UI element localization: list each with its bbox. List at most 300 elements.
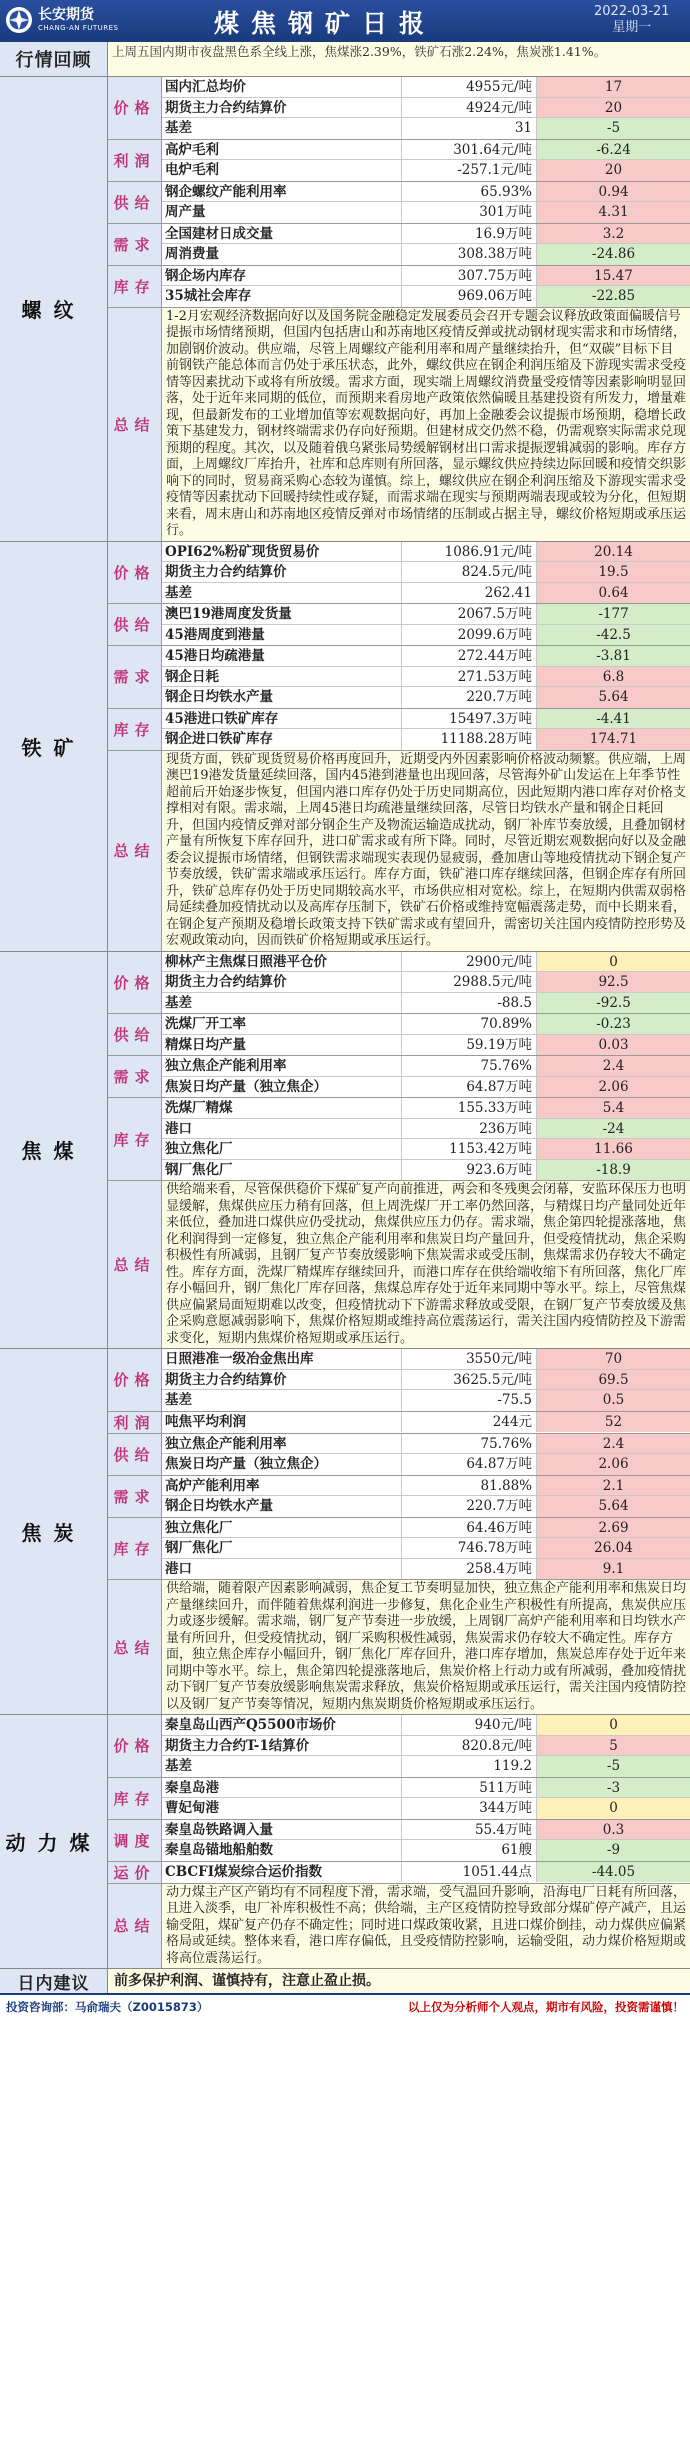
- commodity-block: [0, 1715, 690, 1969]
- analyst-info: 投资咨询部：马俞瑞夫（Z0015873）: [6, 2000, 209, 2014]
- indicator-name: 曹妃甸港: [162, 1798, 402, 1819]
- summary-label: 总结: [108, 1181, 162, 1348]
- indicator-value: 940元/吨: [402, 1715, 537, 1735]
- indicator-row: [162, 687, 690, 708]
- indicator-change: 0: [537, 1715, 690, 1735]
- indicator-change: 5: [537, 1736, 690, 1756]
- indicator-value: 1153.42万吨: [402, 1139, 537, 1159]
- indicator-value: 64.46万吨: [402, 1518, 537, 1538]
- indicator-name: 45港周度到港量: [162, 625, 402, 646]
- commodity-sections: [0, 77, 690, 1969]
- commodity-name: 动力煤: [0, 1715, 108, 1968]
- indicator-change: -5: [537, 118, 690, 139]
- indicator-change: 2.69: [537, 1518, 690, 1538]
- indicator-value: 1051.44点: [402, 1862, 537, 1883]
- indicator-row: [162, 1736, 690, 1757]
- indicator-row: [162, 118, 690, 139]
- indicator-value: -75.5: [402, 1390, 537, 1411]
- commodity-content: [108, 952, 690, 1349]
- indicator-value: 3550元/吨: [402, 1349, 537, 1369]
- indicator-group-label: 运价: [108, 1862, 162, 1883]
- indicator-change: 0: [537, 952, 690, 972]
- indicator-group-label: 库存: [108, 266, 162, 307]
- indicator-change: 20: [537, 98, 690, 118]
- indicator-group-label: 库存: [108, 1098, 162, 1180]
- indicator-group-label: 利润: [108, 140, 162, 181]
- indicator-group-label: 供给: [108, 604, 162, 645]
- indicator-value: 4955元/吨: [402, 77, 537, 97]
- indicator-name: 钢企进口铁矿库存: [162, 729, 402, 750]
- report-header: [0, 0, 690, 40]
- indicator-row: [162, 562, 690, 583]
- indicator-value: 70.89%: [402, 1014, 537, 1034]
- indicator-change: 5.4: [537, 1098, 690, 1118]
- indicator-value: 236万吨: [402, 1119, 537, 1139]
- indicator-name: 秦皇岛港: [162, 1778, 402, 1798]
- indicator-group-label: 价格: [108, 1715, 162, 1777]
- indicator-rows: [162, 646, 690, 708]
- commodity-name: 焦炭: [0, 1349, 108, 1714]
- indicator-row: [162, 266, 690, 287]
- indicator-row: [162, 1538, 690, 1559]
- indicator-name: 高炉产能利用率: [162, 1476, 402, 1496]
- indicator-group: [108, 1715, 690, 1778]
- indicator-name: 洗煤厂精煤: [162, 1098, 402, 1118]
- intraday-advice: [0, 1969, 690, 1995]
- indicator-row: [162, 1370, 690, 1391]
- indicator-value: 65.93%: [402, 182, 537, 202]
- indicator-group: [108, 646, 690, 709]
- indicator-rows: [162, 1434, 690, 1475]
- indicator-change: 5.64: [537, 1496, 690, 1517]
- indicator-group-label: 库存: [108, 709, 162, 750]
- indicator-value: 81.88%: [402, 1476, 537, 1496]
- indicator-group-label: 需求: [108, 646, 162, 708]
- indicator-name: 日照港准一级冶金焦出库: [162, 1349, 402, 1369]
- indicator-row: [162, 1390, 690, 1411]
- indicator-group-label: 利润: [108, 1412, 162, 1433]
- indicator-change: 9.1: [537, 1559, 690, 1580]
- indicator-name: 钢厂焦化厂: [162, 1160, 402, 1181]
- indicator-group: [108, 1098, 690, 1181]
- indicator-name: 电炉毛利: [162, 160, 402, 181]
- indicator-name: 钢厂焦化厂: [162, 1538, 402, 1558]
- indicator-rows: [162, 1518, 690, 1580]
- indicator-name: 基差: [162, 583, 402, 604]
- indicator-value: 75.76%: [402, 1056, 537, 1076]
- indicator-row: [162, 1559, 690, 1580]
- indicator-group-label: 库存: [108, 1778, 162, 1819]
- indicator-name: CBCFI煤炭综合运价指数: [162, 1862, 402, 1883]
- indicator-rows: [162, 952, 690, 1014]
- indicator-name: 洗煤厂开工率: [162, 1014, 402, 1034]
- indicator-value: 2099.6万吨: [402, 625, 537, 646]
- indicator-group: [108, 140, 690, 182]
- indicator-rows: [162, 1098, 690, 1180]
- indicator-change: 2.06: [537, 1077, 690, 1098]
- indicator-value: 3625.5元/吨: [402, 1370, 537, 1390]
- indicator-name: 焦炭日均产量（独立焦企）: [162, 1454, 402, 1475]
- indicator-group: [108, 77, 690, 140]
- commodity-name: 螺纹: [0, 77, 108, 541]
- indicator-name: 周产量: [162, 202, 402, 223]
- indicator-row: [162, 583, 690, 604]
- summary-block: [108, 1181, 690, 1348]
- indicator-change: 5.64: [537, 687, 690, 708]
- indicator-rows: [162, 224, 690, 265]
- indicator-name: 周消费量: [162, 244, 402, 265]
- company-logo: [4, 3, 122, 37]
- indicator-change: 20.14: [537, 542, 690, 562]
- indicator-value: 2067.5万吨: [402, 604, 537, 624]
- indicator-row: [162, 202, 690, 223]
- indicator-value: 220.7万吨: [402, 687, 537, 708]
- indicator-value: 31: [402, 118, 537, 139]
- indicator-name: 期货主力合约结算价: [162, 972, 402, 992]
- indicator-name: 期货主力合约结算价: [162, 1370, 402, 1390]
- indicator-row: [162, 646, 690, 667]
- indicator-name: 期货主力合约结算价: [162, 562, 402, 582]
- indicator-group: [108, 1412, 690, 1434]
- indicator-change: 69.5: [537, 1370, 690, 1390]
- indicator-row: [162, 1454, 690, 1475]
- indicator-name: 钢企日耗: [162, 667, 402, 687]
- indicator-group: [108, 1434, 690, 1476]
- summary-block: [108, 308, 690, 541]
- risk-disclaimer: 以上仅为分析师个人观点，期市有风险，投资需谨慎！: [408, 2000, 684, 2014]
- indicator-group: [108, 1014, 690, 1056]
- indicator-row: [162, 993, 690, 1014]
- indicator-row: [162, 286, 690, 307]
- indicator-change: 3.2: [537, 224, 690, 244]
- indicator-group-label: 价格: [108, 952, 162, 1014]
- indicator-row: [162, 1077, 690, 1098]
- indicator-row: [162, 98, 690, 119]
- indicator-rows: [162, 1349, 690, 1411]
- indicator-value: 746.78万吨: [402, 1538, 537, 1558]
- indicator-value: 969.06万吨: [402, 286, 537, 307]
- indicator-change: -9: [537, 1840, 690, 1861]
- indicator-rows: [162, 604, 690, 645]
- commodity-name: 焦煤: [0, 952, 108, 1349]
- indicator-value: 220.7万吨: [402, 1496, 537, 1517]
- indicator-change: 26.04: [537, 1538, 690, 1558]
- indicator-row: [162, 1014, 690, 1035]
- indicator-group: [108, 266, 690, 308]
- indicator-row: [162, 140, 690, 161]
- indicator-name: 基差: [162, 1390, 402, 1411]
- indicator-row: [162, 1119, 690, 1140]
- indicator-group-label: 价格: [108, 542, 162, 604]
- indicator-rows: [162, 1056, 690, 1097]
- indicator-change: 0.94: [537, 182, 690, 202]
- indicator-group-label: 价格: [108, 1349, 162, 1411]
- indicator-rows: [162, 1862, 690, 1883]
- indicator-change: -4.41: [537, 709, 690, 729]
- indicator-group: [108, 709, 690, 751]
- indicator-rows: [162, 1412, 690, 1433]
- indicator-group: [108, 1778, 690, 1820]
- indicator-change: -92.5: [537, 993, 690, 1014]
- intraday-advice-label: 日内建议: [0, 1969, 108, 1993]
- indicator-name: 独立焦企产能利用率: [162, 1434, 402, 1454]
- indicator-name: 吨焦平均利润: [162, 1412, 402, 1433]
- indicator-row: [162, 1160, 690, 1181]
- indicator-row: [162, 542, 690, 563]
- indicator-row: [162, 604, 690, 625]
- indicator-value: -88.5: [402, 993, 537, 1014]
- indicator-change: -177: [537, 604, 690, 624]
- commodity-content: [108, 77, 690, 541]
- indicator-change: -24.86: [537, 244, 690, 265]
- indicator-row: [162, 1434, 690, 1455]
- indicator-name: 港口: [162, 1119, 402, 1139]
- indicator-name: 基差: [162, 993, 402, 1014]
- indicator-rows: [162, 1476, 690, 1517]
- indicator-value: 64.87万吨: [402, 1077, 537, 1098]
- commodity-block: [0, 77, 690, 542]
- indicator-rows: [162, 709, 690, 750]
- indicator-value: 258.4万吨: [402, 1559, 537, 1580]
- report-date-box: [594, 4, 670, 36]
- indicator-name: 柳林产主焦煤日照港平仓价: [162, 952, 402, 972]
- indicator-row: [162, 1349, 690, 1370]
- logo-mark-icon: [4, 5, 34, 35]
- indicator-change: 11.66: [537, 1139, 690, 1159]
- indicator-name: 高炉毛利: [162, 140, 402, 160]
- indicator-name: 精煤日均产量: [162, 1035, 402, 1056]
- report-weekday: 星期一: [612, 20, 652, 35]
- indicator-row: [162, 667, 690, 688]
- indicator-group: [108, 182, 690, 224]
- indicator-group: [108, 1476, 690, 1518]
- indicator-row: [162, 709, 690, 730]
- indicator-row: [162, 1056, 690, 1077]
- summary-text: 现货方面，铁矿现货贸易价格再度回升，近期受内外因素影响价格波动频繁。供应端，上周澳巴19港发货量延续回落，国内45港到港量也出现回落，尽管海外矿山发运在上年季节性超前后开始逐步恢复，但国内港口库存仍处于历史同期高位，因此短期内港口库存对价格支撑相对有限。需求端，上周45港日均疏港量继续回落，尽管日均铁水产量和钢企日耗回升，但国内疫情反弹对部分钢企生产及物流运输造成扰动，钢厂补库节奏放缓，且叠加钢材产量有所恢复下库存回升，进口矿需求或有所下降。同时，尽管近期宏观数据向好以及金融委会议提振市场情绪，但钢铁需求端现实表现仍显疲弱，叠加唐山等地疫情扰动下钢企复产节奏放缓，铁矿需求端或承压运行。库存方面，铁矿港口库存继续回落，但钢企库存有所回升，铁矿总库存仍处于历史同期较高水平，市场供应相对宽松。综上，在短期内供需双弱格局延续叠加疫情扰动以及高库存压制下，铁矿石价格或维持宽幅震荡走势，而中长期来看，在钢企复产预期及稳增长政策支持下铁矿需求或有望回升，需密切关注国内疫情防控形势及宏观政策动向，因而铁矿价格短期或承压运行。: [162, 751, 690, 951]
- indicator-group-label: 需求: [108, 224, 162, 265]
- indicator-group-label: 需求: [108, 1476, 162, 1517]
- indicator-rows: [162, 266, 690, 307]
- indicator-rows: [162, 1820, 690, 1861]
- indicator-value: 155.33万吨: [402, 1098, 537, 1118]
- intraday-advice-text: 前多保护利润、谨慎持有，注意止盈止损。: [108, 1969, 690, 1993]
- commodity-content: [108, 542, 690, 951]
- indicator-group: [108, 952, 690, 1015]
- summary-label: 总结: [108, 308, 162, 541]
- indicator-name: 国内汇总均价: [162, 77, 402, 97]
- indicator-group: [108, 1518, 690, 1581]
- indicator-change: -42.5: [537, 625, 690, 646]
- indicator-name: 独立焦化厂: [162, 1139, 402, 1159]
- indicator-change: 0.5: [537, 1390, 690, 1411]
- indicator-row: [162, 1862, 690, 1883]
- indicator-group: [108, 542, 690, 605]
- indicator-change: 20: [537, 160, 690, 181]
- indicator-change: -24: [537, 1119, 690, 1139]
- commodity-name: 铁矿: [0, 542, 108, 951]
- indicator-row: [162, 244, 690, 265]
- indicator-value: 2988.5元/吨: [402, 972, 537, 992]
- indicator-rows: [162, 182, 690, 223]
- indicator-change: -0.23: [537, 1014, 690, 1034]
- indicator-value: 271.53万吨: [402, 667, 537, 687]
- summary-label: 总结: [108, 751, 162, 951]
- indicator-change: 0.03: [537, 1035, 690, 1056]
- indicator-row: [162, 952, 690, 973]
- commodity-content: [108, 1349, 690, 1714]
- summary-text: 1-2月宏观经济数据向好以及国务院金融稳定发展委员会召开专题会议释放政策面偏暖信号提振市场情绪预期，但国内包括唐山和苏南地区疫情反弹或扰动钢材现实需求和市场情绪，加剧钢价波动。供应端，尽管上周螺纹产能利用率和周产量继续抬升，但“双碳”目标下目前钢铁产能总体而言仍处于承压状态，此外，螺纹供应在钢企利润压缩及下游现实需求受疫情等因素扰动下或将有所放缓。需求方面，现实端上周螺纹消费量受疫情等因素影响明显回落，处于近年来同期的低位，而预期来看房地产政策依然偏暖且基建投资有所发力，增量难现，但最新发布的工业增加值等宏观数据向好，再加上金融委会议提振市场预期，稳增长政策下基建发力，钢材终端需求仍存向好预期。但建材成交仍然不稳，仍需观察实际需求兑现预期的程度。其次，以及随着俄乌紧张局势缓解钢材出口需求提振逻辑减弱的影响。库存方面，上周螺纹厂库抬升，社库和总库则有所回落，显示螺纹供应持续边际回暖和疫情交织影响下的同时，贸易商采购心态较为谨慎。综上，螺纹供应在钢企利润压缩及下游现实需求受疫情等因素扰动下回暖持续性或存疑，而需求端在现实与预期两端表现或较为分化，但短期来看，周末唐山和苏南地区疫情反弹对市场情绪的压制或占据主导，螺纹价格短期或承压运行。: [162, 308, 690, 541]
- indicator-group: [108, 224, 690, 266]
- indicator-row: [162, 1139, 690, 1160]
- report-date: 2022-03-21: [594, 4, 670, 19]
- indicator-value: 511万吨: [402, 1778, 537, 1798]
- indicator-group: [108, 1056, 690, 1098]
- indicator-name: OPI62%粉矿现货贸易价: [162, 542, 402, 562]
- indicator-name: 全国建材日成交量: [162, 224, 402, 244]
- report-title: 煤焦钢矿日报: [214, 9, 437, 38]
- indicator-row: [162, 729, 690, 750]
- indicator-name: 港口: [162, 1559, 402, 1580]
- indicator-name: 澳巴19港周度发货量: [162, 604, 402, 624]
- summary-label: 总结: [108, 1580, 162, 1714]
- report-footer: [0, 1995, 690, 2019]
- indicator-name: 独立焦企产能利用率: [162, 1056, 402, 1076]
- indicator-value: 64.87万吨: [402, 1454, 537, 1475]
- indicator-change: 2.1: [537, 1476, 690, 1496]
- summary-block: [108, 1884, 690, 1969]
- indicator-value: 11188.28万吨: [402, 729, 537, 750]
- indicator-row: [162, 1496, 690, 1517]
- indicator-row: [162, 1820, 690, 1841]
- indicator-change: 19.5: [537, 562, 690, 582]
- indicator-value: 2900元/吨: [402, 952, 537, 972]
- indicator-change: 70: [537, 1349, 690, 1369]
- indicator-row: [162, 1756, 690, 1777]
- indicator-value: 820.8元/吨: [402, 1736, 537, 1756]
- indicator-value: 55.4万吨: [402, 1820, 537, 1840]
- indicator-group-label: 供给: [108, 182, 162, 223]
- indicator-group: [108, 604, 690, 646]
- indicator-value: 307.75万吨: [402, 266, 537, 286]
- indicator-rows: [162, 1778, 690, 1819]
- logo-name-en: CHANG-AN FUTURES: [38, 24, 119, 32]
- indicator-change: -22.85: [537, 286, 690, 307]
- indicator-row: [162, 1840, 690, 1861]
- indicator-value: 75.76%: [402, 1434, 537, 1454]
- indicator-change: -44.05: [537, 1862, 690, 1883]
- indicator-rows: [162, 1014, 690, 1055]
- commodity-block: [0, 542, 690, 952]
- indicator-row: [162, 1476, 690, 1497]
- indicator-change: -6.24: [537, 140, 690, 160]
- indicator-group: [108, 1862, 690, 1884]
- indicator-name: 焦炭日均产量（独立焦企）: [162, 1077, 402, 1098]
- indicator-name: 基差: [162, 1756, 402, 1777]
- indicator-row: [162, 160, 690, 181]
- indicator-row: [162, 625, 690, 646]
- indicator-change: -3: [537, 1778, 690, 1798]
- indicator-value: 923.6万吨: [402, 1160, 537, 1181]
- indicator-change: 52: [537, 1412, 690, 1433]
- indicator-row: [162, 1798, 690, 1819]
- indicator-value: 244元: [402, 1412, 537, 1433]
- commodity-content: [108, 1715, 690, 1968]
- indicator-change: 6.8: [537, 667, 690, 687]
- indicator-name: 期货主力合约结算价: [162, 98, 402, 118]
- commodity-block: [0, 1349, 690, 1715]
- summary-block: [108, 1580, 690, 1714]
- market-review: [0, 40, 690, 77]
- indicator-value: -257.1元/吨: [402, 160, 537, 181]
- indicator-change: -5: [537, 1756, 690, 1777]
- indicator-value: 824.5元/吨: [402, 562, 537, 582]
- indicator-group-label: 需求: [108, 1056, 162, 1097]
- indicator-value: 1086.91元/吨: [402, 542, 537, 562]
- indicator-change: 2.4: [537, 1434, 690, 1454]
- summary-text: 动力煤主产区产销均有不同程度下滑，需求端，受气温回升影响，沿海电厂日耗有所回落，且进入淡季，电厂补库积极性不高；供给端，主产区疫情防控导致部分煤矿停产减产，且运输受阻，煤矿复产仍存不确定性；同时进口煤政策收紧，且进口煤价倒挂，动力煤供应偏紧格局或延续。整体来看，港口库存偏低，且受疫情防控影响，运输受阻，动力煤价格短期或将高位震荡运行。: [162, 1884, 690, 1969]
- indicator-value: 272.44万吨: [402, 646, 537, 666]
- indicator-name: 秦皇岛山西产Q5500市场价: [162, 1715, 402, 1735]
- indicator-value: 344万吨: [402, 1798, 537, 1819]
- indicator-group-label: 调度: [108, 1820, 162, 1861]
- indicator-value: 15497.3万吨: [402, 709, 537, 729]
- indicator-name: 45港进口铁矿库存: [162, 709, 402, 729]
- logo-name-cn: 长安期货: [38, 7, 94, 23]
- indicator-value: 262.41: [402, 583, 537, 604]
- market-review-text: 上周五国内期市夜盘黑色系全线上涨，焦煤涨2.39%，铁矿石涨2.24%，焦炭涨1.41%。: [108, 42, 690, 76]
- summary-text: 供给端，随着限产因素影响减弱，焦企复工节奏明显加快，独立焦企产能利用率和焦炭日均产量继续回升，而伴随着焦煤利润进一步修复，焦化企业生产积极性有所提高，焦炭供应压力或逐步缓解。需求端，钢厂复产节奏进一步放缓，上周钢厂高炉产能利用率和日均铁水产量有所回升，但受疫情扰动，钢厂采购积极性减弱，焦炭需求仍存较大不确定性。库存方面，独立焦企库存小幅回升，钢厂焦化厂库存回升，港口库存增加，焦炭总库存处于近年来同期中等水平。综上，焦企第四轮提涨落地后，焦炭价格上行动力或有所减弱，叠加疫情扰动下钢厂复产节奏放缓影响焦炭需求释放，焦炭价格短期或承压运行，需关注国内疫情防控以及钢厂复产节奏等情况，短期内焦炭期货价格短期或承压运行。: [162, 1580, 690, 1714]
- indicator-name: 钢企日均铁水产量: [162, 687, 402, 708]
- indicator-group: [108, 1349, 690, 1412]
- indicator-row: [162, 224, 690, 245]
- indicator-value: 301.64元/吨: [402, 140, 537, 160]
- indicator-group-label: 供给: [108, 1014, 162, 1055]
- indicator-change: 2.4: [537, 1056, 690, 1076]
- indicator-name: 独立焦化厂: [162, 1518, 402, 1538]
- indicator-value: 59.19万吨: [402, 1035, 537, 1056]
- indicator-name: 期货主力合约T-1结算价: [162, 1736, 402, 1756]
- indicator-name: 基差: [162, 118, 402, 139]
- indicator-row: [162, 182, 690, 203]
- summary-text: 供给端来看，尽管保供稳价下煤矿复产向前推进，两会和冬残奥会闭幕，安监环保压力也明显缓解，焦煤供应压力稍有回落，但上周洗煤厂开工率仍然回落，与精煤日均产量同处近年来低位，叠加进口煤供应仍受扰动，焦煤供应压力仍存。需求端，焦企第四轮提涨落地，焦化利润得到一定修复，独立焦企产能利用率和焦炭日均产量回升，但受疫情扰动，焦企采购积极性有所减弱，且钢厂复产节奏放缓影响下焦炭需求或受压制，焦煤需求仍存较大不确定性。库存方面，洗煤厂精煤库存继续回升，而港口库存在供给端收缩下有所回落，焦化厂库存小幅回升，钢厂焦化厂库存回落，焦煤总库存处于近年来同期中等水平。综上，尽管焦煤供应偏紧局面短期难以改变，但疫情扰动下下游需求释放或受限，在钢厂复产节奏放缓及焦企采购意愿减弱影响下，焦煤价格短期或维持高位震荡运行，需关注国内疫情防控及下游需求变化，短期内焦煤价格短期或承压运行。: [162, 1181, 690, 1348]
- indicator-change: -3.81: [537, 646, 690, 666]
- indicator-change: 92.5: [537, 972, 690, 992]
- indicator-change: 15.47: [537, 266, 690, 286]
- summary-block: [108, 751, 690, 951]
- indicator-row: [162, 77, 690, 98]
- indicator-value: 301万吨: [402, 202, 537, 223]
- indicator-group-label: 供给: [108, 1434, 162, 1475]
- indicator-group-label: 价格: [108, 77, 162, 139]
- indicator-rows: [162, 140, 690, 181]
- indicator-row: [162, 1035, 690, 1056]
- indicator-change: -18.9: [537, 1160, 690, 1181]
- indicator-row: [162, 1778, 690, 1799]
- commodity-block: [0, 952, 690, 1350]
- indicator-change: 0.64: [537, 583, 690, 604]
- indicator-change: 0: [537, 1798, 690, 1819]
- indicator-group-label: 库存: [108, 1518, 162, 1580]
- indicator-change: 4.31: [537, 202, 690, 223]
- indicator-row: [162, 1715, 690, 1736]
- indicator-name: 35城社会库存: [162, 286, 402, 307]
- indicator-change: 2.06: [537, 1454, 690, 1475]
- indicator-value: 308.38万吨: [402, 244, 537, 265]
- indicator-group: [108, 1820, 690, 1862]
- indicator-value: 119.2: [402, 1756, 537, 1777]
- indicator-rows: [162, 542, 690, 604]
- indicator-name: 钢企日均铁水产量: [162, 1496, 402, 1517]
